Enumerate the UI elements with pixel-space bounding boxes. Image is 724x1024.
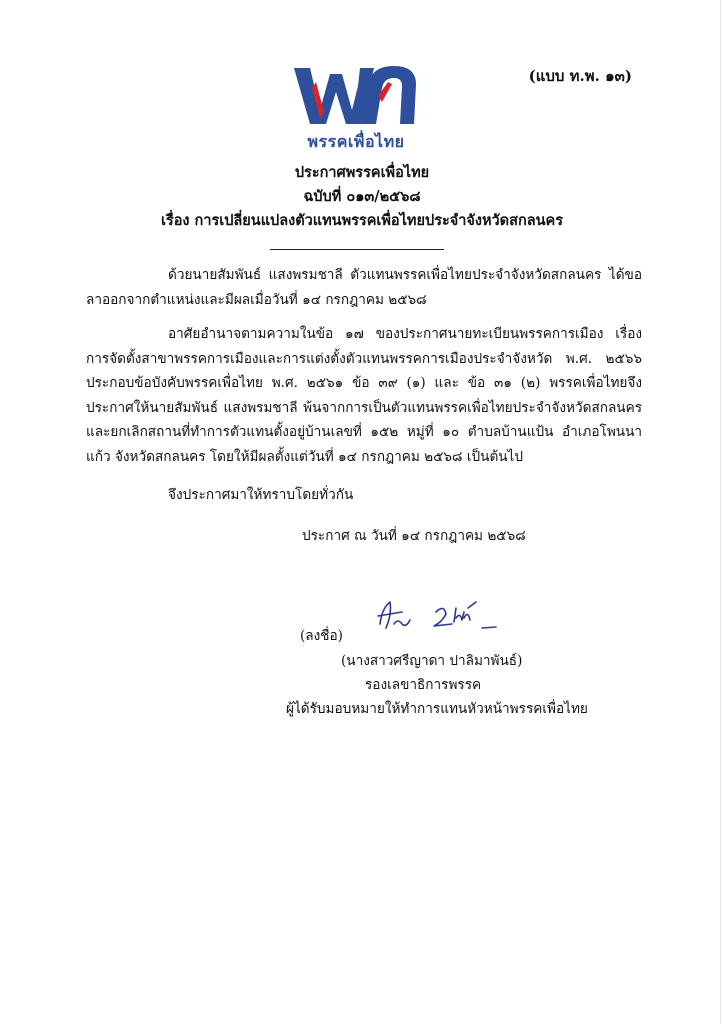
signer-title: รองเลขาธิการพรรค	[365, 677, 482, 693]
heading-number: ฉบับที่ ๐๑๓/๒๕๖๘	[303, 188, 421, 205]
signer-role: ผู้ได้รับมอบหมายให้ทำการแทนหัวหน้าพรรคเพื่อไทย	[286, 701, 588, 717]
heading-title: ประกาศพรรคเพื่อไทย	[294, 164, 430, 181]
announcement-date: ประกาศ ณ วันที่ ๑๔ กรกฎาคม ๒๕๖๘	[302, 528, 526, 544]
signer-name: (นางสาวศรีญาดา ปาลิมาพันธ์)	[341, 653, 523, 669]
handwritten-signature-icon	[372, 594, 512, 642]
heading-subject: เรื่อง การเปลี่ยนแปลงตัวแทนพรรคเพื่อไทยประจำจังหวัดสกลนคร	[160, 212, 564, 229]
sign-label: (ลงชื่อ)	[300, 628, 343, 644]
pheu-thai-ptp-logo-icon	[290, 60, 422, 130]
form-code: (แบบ ท.พ. ๑๓)	[528, 67, 632, 85]
paragraph-closing: จึงประกาศมาให้ทราบโดยทั่วกัน	[168, 487, 354, 503]
divider	[270, 249, 444, 250]
paragraph-resignation: ด้วยนายสัมพันธ์ แสงพรมชาลี ตัวแทนพรรคเพื่อไทยประจำจังหวัดสกลนคร ได้ขอลาออกจากตำแหน่งและมีผลเมื่อวันที่ ๑๔ กรกฎาคม ๒๕๖๘	[86, 267, 642, 308]
scan-edge	[720, 0, 721, 1024]
paragraph-authority: อาศัยอำนาจตามความในข้อ ๑๗ ของประกาศนายทะเบียนพรรคการเมือง เรื่อง การจัดตั้งสาขาพรรคการเมืองและการแต่งตั้งตัวแทนพรรคการเมืองประจำจังหวัด พ.ศ. ๒๕๖๖ ประกอบข้อบังคับพรรคเพื่อไทย พ.ศ. ๒๕๖๑ ข้อ ๓๙ (๑) และ ข้อ ๓๑ (๒) พรรคเพื่อไทยจึงประกาศให้นายสัมพันธ์ แสงพรมชาลี พ้นจากการเป็นตัวแทนพรรคเพื่อไทยประจำจังหวัดสกลนครและยกเลิกสถานที่ทำการตัวแทนตั้งอยู่บ้านเลขที่ ๑๕๒ หมู่ที่ ๑๐ ตำบลบ้านแป้น อำเภอโพนนาแก้ว จังหวัดสกลนคร โดยให้มีผลตั้งแต่วันที่ ๑๔ กรกฎาคม ๒๕๖๘ เป็นต้นไป	[86, 326, 643, 465]
party-name-logo: พรรคเพื่อไทย	[307, 132, 405, 151]
party-logo	[290, 60, 422, 151]
